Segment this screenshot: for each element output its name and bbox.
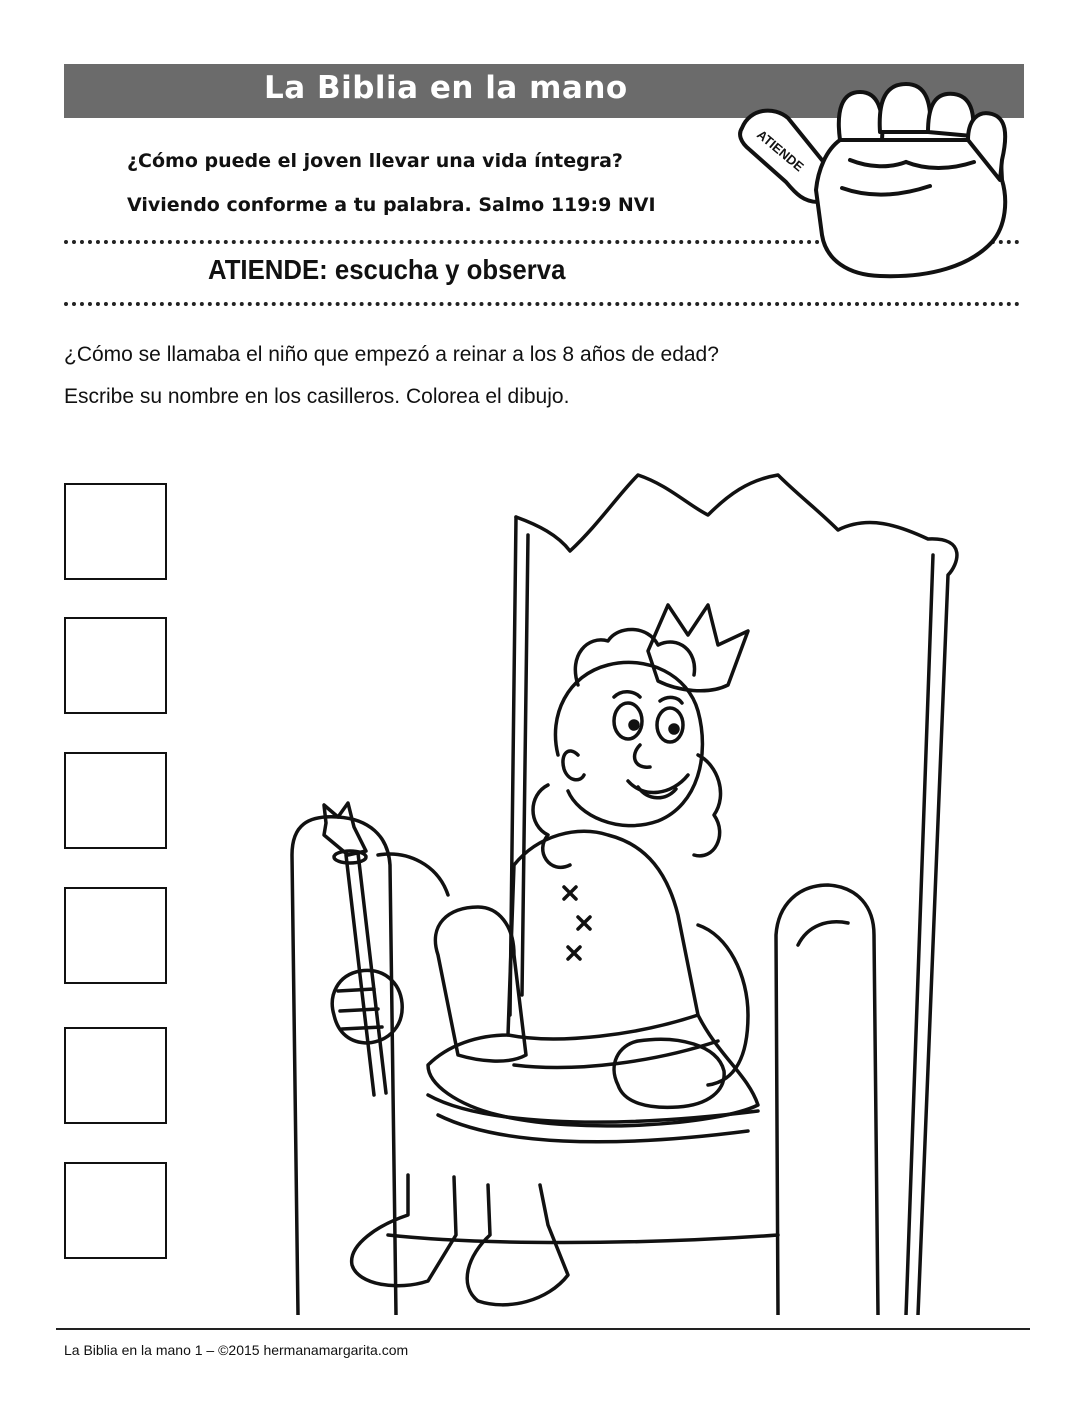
hand-label: ATIENDE: [754, 126, 807, 175]
answer-box-6[interactable]: [64, 1162, 167, 1259]
instruction-question: ¿Cómo se llamaba el niño que empezó a reinar a los 8 años de edad?: [64, 343, 719, 366]
hand-icon: [730, 70, 1030, 290]
dotted-divider-bottom: [64, 302, 1020, 306]
answer-box-5[interactable]: [64, 1027, 167, 1124]
section-title: ATIENDE: escucha y observa: [208, 254, 566, 285]
answer-box-1[interactable]: [64, 483, 167, 580]
instruction-task: Escribe su nombre en los casilleros. Colorea el dibujo.: [64, 385, 570, 408]
page-title: La Biblia en la mano: [264, 70, 628, 106]
verse-question: ¿Cómo puede el joven llevar una vida íntegra?: [127, 150, 623, 172]
verse-answer: Viviendo conforme a tu palabra. Salmo 119:9 NVI: [127, 194, 656, 216]
answer-box-3[interactable]: [64, 752, 167, 849]
footer-credit: La Biblia en la mano 1 – ©2015 hermanamargarita.com: [64, 1342, 409, 1358]
answer-box-2[interactable]: [64, 617, 167, 714]
answer-box-4[interactable]: [64, 887, 167, 984]
footer-divider: [56, 1328, 1030, 1330]
king-on-throne-illustration: [278, 455, 990, 1315]
